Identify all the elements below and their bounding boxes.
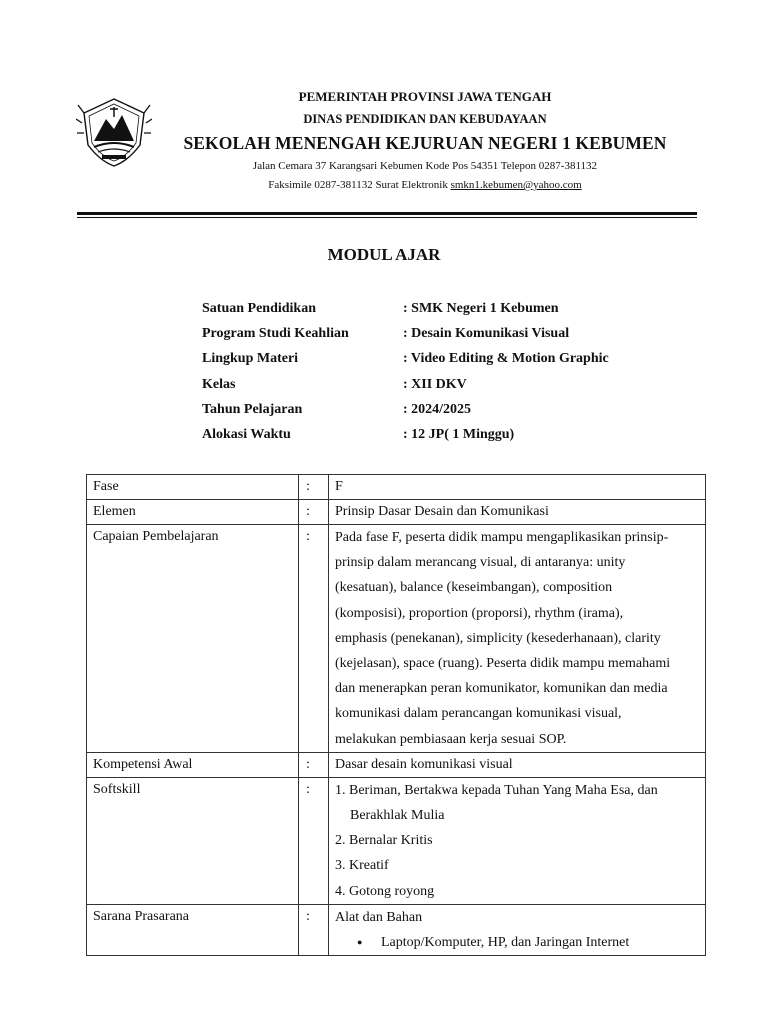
row-label: Elemen: [87, 500, 299, 525]
row-label: Sarana Prasarana: [87, 904, 299, 955]
row-value: Prinsip Dasar Desain dan Komunikasi: [329, 500, 706, 525]
school-address: Jalan Cemara 37 Karangsari Kebumen Kode Pos 54351 Telepon 0287-381132: [252, 160, 598, 172]
sarana-bullets: [335, 930, 697, 955]
document-title: MODUL AJAR: [327, 245, 441, 264]
row-colon: :: [299, 500, 329, 525]
info-row: [202, 296, 609, 321]
info-row: [202, 346, 609, 371]
info-key: Tahun Pelajaran: [202, 401, 303, 417]
text-line: dan menerapkan peran komunikator, komunikan dan media: [335, 681, 668, 697]
table-row-softskill: [87, 777, 706, 904]
text-line: (komposisi), proportion (proporsi), rhythm (irama),: [335, 605, 624, 621]
text-line: (kesatuan), balance (keseimbangan), composition: [335, 580, 613, 596]
row-colon: :: [299, 904, 329, 955]
table-row-capaian: [87, 525, 706, 753]
table-row-kompetensi: [87, 752, 706, 777]
row-label: Softskill: [87, 777, 299, 904]
sarana-heading: Alat dan Bahan: [335, 909, 423, 925]
table-row-sarana: [87, 904, 706, 955]
module-detail-table: [86, 474, 706, 956]
info-key: Program Studi Keahlian: [202, 326, 349, 342]
department-line: DINAS PENDIDIKAN DAN KEBUDAYAAN: [303, 112, 547, 126]
info-key: Lingkup Materi: [202, 351, 299, 367]
school-name: SEKOLAH MENENGAH KEJURUAN NEGERI 1 KEBUMEN: [183, 133, 667, 153]
info-value: : Desain Komunikasi Visual: [403, 326, 570, 342]
softskill-list-cell: [329, 777, 706, 904]
bullet-item: ● Laptop/Komputer, HP, dan Jaringan Internet: [351, 930, 697, 955]
capaian-text: [329, 525, 706, 753]
text-line: emphasis (penekanan), simplicity (kesederhanaan), clarity: [335, 630, 661, 646]
letterhead: [160, 86, 690, 194]
row-colon: :: [299, 475, 329, 500]
header-divider-thick: [77, 212, 697, 215]
fax-text: Faksimile 0287-381132 Surat Elektronik: [268, 179, 451, 191]
row-label: Capaian Pembelajaran: [87, 525, 299, 753]
regional-emblem-logo: [76, 95, 152, 169]
info-row: [202, 372, 609, 397]
row-value: F: [329, 475, 706, 500]
info-value: : SMK Negeri 1 Kebumen: [403, 301, 559, 316]
table-row-elemen: [87, 500, 706, 525]
email-link[interactable]: smkn1.kebumen@yahoo.com: [450, 179, 582, 191]
contact-line: [160, 176, 690, 194]
row-colon: :: [299, 752, 329, 777]
row-value: Dasar desain komunikasi visual: [329, 752, 706, 777]
info-row: [202, 321, 609, 346]
text-line: prinsip dalam merancang visual, di antaranya: unity: [335, 555, 626, 571]
row-label: Fase: [87, 475, 299, 500]
table-row-fase: [87, 475, 706, 500]
list-item: 3. Kreatif: [335, 858, 389, 874]
list-item: 4. Gotong royong: [335, 883, 435, 899]
info-row: [202, 422, 609, 447]
info-row: [202, 397, 609, 422]
text-line: komunikasi dalam perancangan komunikasi visual,: [335, 706, 622, 722]
row-label: Kompetensi Awal: [87, 752, 299, 777]
government-line: PEMERINTAH PROVINSI JAWA TENGAH: [298, 89, 552, 104]
list-item: 2. Bernalar Kritis: [335, 833, 433, 849]
info-value: : 2024/2025: [403, 401, 472, 417]
sarana-cell: [329, 904, 706, 955]
info-key: Alokasi Waktu: [202, 426, 291, 442]
row-colon: :: [299, 777, 329, 904]
text-line: (kejelasan), space (ruang). Peserta didik mampu memahami: [335, 656, 671, 672]
row-colon: :: [299, 525, 329, 753]
info-value: : XII DKV: [403, 376, 467, 392]
list-item: 1. Beriman, Bertakwa kepada Tuhan Yang Maha Esa, dan Berakhlak Mulia: [335, 782, 658, 824]
info-value: : 12 JP( 1 Minggu): [403, 426, 515, 442]
info-key: Kelas: [202, 376, 236, 392]
info-key: Satuan Pendidikan: [202, 301, 316, 316]
module-info: [202, 296, 609, 447]
softskill-list: [335, 778, 697, 904]
info-value: : Video Editing & Motion Graphic: [403, 351, 609, 367]
header-divider-thin: [77, 217, 697, 218]
text-line: melakukan pembiasaan kerja sesuai SOP.: [335, 731, 567, 747]
text-line: Pada fase F, peserta didik mampu mengaplikasikan prinsip-: [335, 530, 669, 545]
